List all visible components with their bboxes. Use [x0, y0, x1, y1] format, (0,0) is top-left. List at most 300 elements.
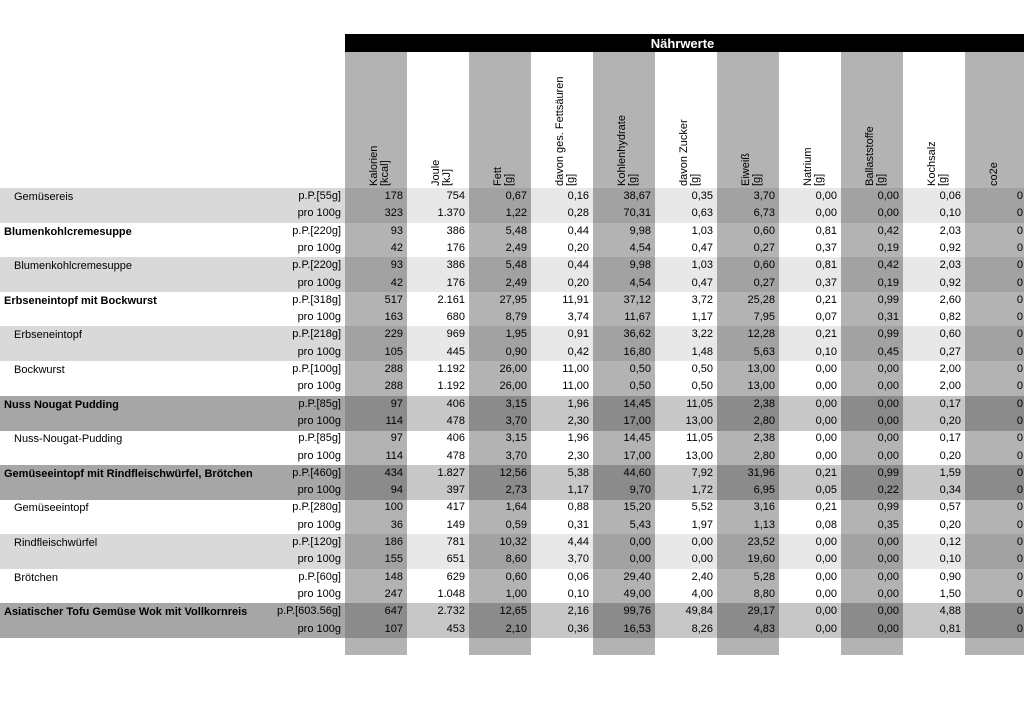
- nutrient-value: 0: [1016, 380, 1023, 392]
- nutrient-value: 0,10: [815, 346, 837, 358]
- nutrient-value: 0,20: [567, 277, 589, 289]
- nutrient-value: 10,32: [499, 536, 527, 548]
- nutrient-value: 0,82: [939, 311, 961, 323]
- column-header-label: Kohlenhydrate: [616, 115, 628, 186]
- nutrient-value: 3,15: [505, 432, 527, 444]
- column-header: [407, 52, 469, 188]
- nutrient-value: 176: [446, 277, 465, 289]
- nutrient-value: 148: [384, 571, 403, 583]
- nutrient-value: 29,40: [623, 571, 651, 583]
- portion-label: pro 100g: [297, 311, 341, 323]
- nutrient-value: 0,81: [939, 623, 961, 635]
- nutrient-value: 2,03: [939, 225, 961, 237]
- nutrient-value: 386: [446, 225, 465, 237]
- nutrient-value: 0,57: [939, 501, 961, 513]
- column-header-text: [555, 77, 577, 186]
- nutrient-value: 2,10: [505, 623, 527, 635]
- nutrient-value: 2,49: [505, 242, 527, 254]
- nutrient-value: 93: [390, 259, 403, 271]
- nutrient-value: 969: [446, 328, 465, 340]
- nutrient-value: 4,44: [567, 536, 589, 548]
- nutrient-value: 0,00: [691, 553, 713, 565]
- component-name: Brötchen: [14, 572, 59, 584]
- nutrient-value: 0: [1016, 363, 1023, 375]
- column-header-text: [865, 126, 887, 186]
- nutrient-value: 406: [446, 398, 465, 410]
- portion-label: pro 100g: [297, 484, 341, 496]
- nutrient-value: 0: [1016, 588, 1023, 600]
- nutrient-value: 11,05: [686, 398, 713, 410]
- nutrient-value: 8,26: [691, 623, 713, 635]
- nutrient-value: 0,60: [505, 571, 527, 583]
- portion-label: pro 100g: [297, 415, 341, 427]
- column-header-text: [741, 153, 763, 186]
- component-name: Rindfleischwürfel: [14, 537, 98, 549]
- nutrient-value: 0,00: [877, 571, 899, 583]
- portion-label: p.P.[55g]: [298, 190, 341, 202]
- nutrient-value: 3,16: [753, 501, 775, 513]
- nutrient-value: 3,74: [567, 311, 589, 323]
- nutrient-value: 0: [1016, 242, 1023, 254]
- nutrient-value: 1,03: [691, 225, 713, 237]
- nutrient-value: 0,81: [815, 225, 837, 237]
- nutrient-value: 0,00: [815, 536, 837, 548]
- nutrient-value: 0,00: [877, 623, 899, 635]
- nutrient-value: 36: [390, 519, 403, 531]
- nutrient-value: 16,80: [623, 346, 651, 358]
- nutrient-value: 0: [1016, 346, 1023, 358]
- nutrient-value: 0,27: [753, 242, 775, 254]
- nutrient-value: 0,63: [691, 207, 713, 219]
- nutrient-value: 0,37: [815, 277, 837, 289]
- portion-label: p.P.[85g]: [298, 398, 341, 410]
- column-header-unit: [kcal]: [379, 160, 391, 186]
- nutrient-value: 0,21: [815, 501, 837, 513]
- nutrient-value: 4,00: [691, 588, 713, 600]
- table-title-text: Nährwerte: [650, 35, 715, 51]
- nutrient-value: 16,53: [623, 623, 651, 635]
- nutrient-value: 0,50: [691, 380, 713, 392]
- nutrient-value: 93: [390, 225, 403, 237]
- nutrient-value: 0: [1016, 450, 1023, 462]
- nutrient-value: 0,88: [567, 501, 589, 513]
- nutrient-value: 0: [1016, 294, 1023, 306]
- nutrient-value: 1.192: [437, 380, 465, 392]
- nutrient-value: 680: [446, 311, 465, 323]
- nutrient-value: 94: [390, 484, 403, 496]
- nutrient-value: 5,43: [629, 519, 651, 531]
- nutrient-value: 1,17: [691, 311, 713, 323]
- portion-label: p.P.[218g]: [292, 328, 341, 340]
- nutrient-value: 1,03: [691, 259, 713, 271]
- nutrient-value: 0,00: [629, 536, 651, 548]
- nutrient-value: 5,52: [691, 501, 713, 513]
- nutrient-value: 2,60: [939, 294, 961, 306]
- nutrient-value: 323: [384, 207, 403, 219]
- nutrient-value: 13,00: [747, 363, 775, 375]
- nutrient-value: 0,37: [815, 242, 837, 254]
- portion-label: p.P.[220g]: [292, 259, 341, 271]
- column-header-unit: [g]: [875, 173, 887, 186]
- nutrient-value: 17,00: [623, 450, 651, 462]
- column-header-label: davon Zucker: [678, 119, 690, 186]
- nutrient-value: 0,92: [939, 242, 961, 254]
- nutrient-value: 4,54: [629, 242, 651, 254]
- nutrient-value: 0,45: [877, 346, 899, 358]
- nutrient-value: 0,91: [567, 328, 589, 340]
- nutrient-value: 0: [1016, 571, 1023, 583]
- nutrient-value: 0: [1016, 277, 1023, 289]
- nutrient-value: 417: [446, 501, 465, 513]
- nutrient-value: 3,70: [753, 190, 775, 202]
- portion-label: pro 100g: [297, 346, 341, 358]
- nutrient-value: 0,00: [815, 380, 837, 392]
- nutrient-value: 1,72: [691, 484, 713, 496]
- nutrient-value: 0,90: [939, 571, 961, 583]
- nutrient-value: 0,36: [567, 623, 589, 635]
- nutrient-value: 0,10: [939, 207, 961, 219]
- nutrient-value: 406: [446, 432, 465, 444]
- component-name: Blumenkohlcremesuppe: [14, 260, 133, 272]
- portion-label: pro 100g: [297, 242, 341, 254]
- portion-label: p.P.[460g]: [292, 467, 341, 479]
- nutrient-value: 36,62: [623, 328, 651, 340]
- nutrient-value: 0,08: [815, 519, 837, 531]
- nutrient-value: 754: [446, 190, 465, 202]
- nutrient-value: 42: [390, 242, 403, 254]
- nutrient-value: 0,50: [629, 380, 651, 392]
- meal-name: Asiatischer Tofu Gemüse Wok mit Vollkornreis: [4, 606, 248, 618]
- nutrient-value: 2,49: [505, 277, 527, 289]
- nutrient-value: 114: [385, 415, 403, 427]
- nutrient-value: 0,20: [939, 450, 961, 462]
- nutrient-value: 781: [446, 536, 465, 548]
- nutrient-value: 8,60: [505, 553, 527, 565]
- nutrient-value: 517: [384, 294, 403, 306]
- nutrient-value: 0,21: [815, 328, 837, 340]
- nutrient-value: 651: [446, 553, 465, 565]
- nutrient-value: 0,59: [505, 519, 527, 531]
- nutrient-value: 0,00: [815, 207, 837, 219]
- nutrient-value: 478: [446, 415, 465, 427]
- nutrient-value: 0: [1016, 519, 1023, 531]
- portion-label: p.P.[220g]: [292, 225, 341, 237]
- nutrient-value: 0,07: [815, 311, 837, 323]
- nutrient-value: 0: [1016, 328, 1023, 340]
- nutrient-value: 7,92: [691, 467, 713, 479]
- nutrient-value: 0,20: [939, 519, 961, 531]
- nutrient-value: 0,44: [567, 259, 589, 271]
- nutrient-value: 0,99: [877, 501, 899, 513]
- portion-label: p.P.[60g]: [298, 571, 341, 583]
- nutrient-value: 1,00: [505, 588, 527, 600]
- nutrient-value: 7,95: [753, 311, 775, 323]
- nutrient-value: 49,00: [623, 588, 651, 600]
- nutrient-value: 29,17: [747, 605, 775, 617]
- column-header: [655, 52, 717, 188]
- column-header: [903, 52, 965, 188]
- nutrient-value: 0,90: [505, 346, 527, 358]
- nutrient-value: 107: [384, 623, 403, 635]
- nutrient-value: 37,12: [623, 294, 651, 306]
- nutrient-value: 0,35: [691, 190, 713, 202]
- nutrient-value: 11,05: [686, 432, 713, 444]
- nutrient-value: 0,42: [567, 346, 589, 358]
- nutrient-value: 26,00: [499, 363, 527, 375]
- component-name: Bockwurst: [14, 364, 65, 376]
- nutrient-value: 2,00: [939, 380, 961, 392]
- nutrient-value: 12,28: [747, 328, 775, 340]
- nutrient-value: 0,00: [877, 363, 899, 375]
- meal-name: Gemüseeintopf mit Rindfleischwürfel, Brötchen: [4, 468, 253, 480]
- nutrient-value: 247: [384, 588, 403, 600]
- nutrient-value: 49,84: [685, 605, 713, 617]
- nutrient-value: 0,50: [629, 363, 651, 375]
- column-header-label: Kalorien: [368, 145, 380, 186]
- nutrient-value: 0,50: [691, 363, 713, 375]
- column-header: [779, 52, 841, 188]
- nutrient-value: 8,79: [505, 311, 527, 323]
- nutrient-value: 478: [446, 450, 465, 462]
- nutrient-value: 0,05: [815, 484, 837, 496]
- nutrient-value: 0,00: [815, 450, 837, 462]
- nutrient-value: 0: [1016, 207, 1023, 219]
- nutrient-value: 2,16: [567, 605, 589, 617]
- portion-label: pro 100g: [297, 553, 341, 565]
- nutrient-value: 0,00: [815, 571, 837, 583]
- nutrient-value: 0,19: [877, 242, 899, 254]
- nutrient-value: 0: [1016, 432, 1023, 444]
- nutrient-value: 0,60: [753, 259, 775, 271]
- nutrient-value: 0,00: [815, 623, 837, 635]
- column-header: [965, 52, 1024, 188]
- column-header: [345, 52, 407, 188]
- portion-label: pro 100g: [297, 380, 341, 392]
- component-name: Gemüseeintopf: [14, 502, 89, 514]
- nutrient-value: 155: [384, 553, 403, 565]
- nutrient-value: 0,00: [877, 380, 899, 392]
- nutrient-value: 0: [1016, 311, 1023, 323]
- column-header-label: Fett: [492, 167, 504, 186]
- nutrient-value: 0,00: [815, 190, 837, 202]
- nutrient-value: 0: [1016, 605, 1023, 617]
- nutrient-value: 0,00: [877, 536, 899, 548]
- column-header-unit: [g]: [751, 173, 763, 186]
- portion-label: pro 100g: [297, 207, 341, 219]
- column-header: [717, 52, 779, 188]
- nutrient-value: 0,12: [939, 536, 961, 548]
- column-header-label: Ballaststoffe: [864, 126, 876, 186]
- nutrient-value: 0,20: [567, 242, 589, 254]
- nutrient-value: 0,20: [939, 415, 961, 427]
- nutrient-value: 2,80: [753, 415, 775, 427]
- nutrient-value: 0,42: [877, 225, 899, 237]
- nutrient-value: 2,38: [753, 398, 775, 410]
- nutrient-value: 288: [384, 363, 403, 375]
- nutrient-value: 1.827: [437, 467, 465, 479]
- column-header-unit: [g]: [565, 173, 577, 186]
- nutrient-value: 8,80: [753, 588, 775, 600]
- nutrient-value: 105: [384, 346, 403, 358]
- nutrient-value: 2,03: [939, 259, 961, 271]
- nutrient-value: 0,99: [877, 294, 899, 306]
- nutrient-value: 13,00: [747, 380, 775, 392]
- nutrient-value: 0,00: [877, 190, 899, 202]
- nutrient-value: 0: [1016, 259, 1023, 271]
- nutrient-value: 0: [1016, 536, 1023, 548]
- column-header-label: Joule: [430, 159, 442, 186]
- nutrient-value: 1,48: [691, 346, 713, 358]
- portion-label: pro 100g: [297, 277, 341, 289]
- nutrient-value: 647: [384, 605, 403, 617]
- nutrient-value: 0,00: [815, 553, 837, 565]
- nutrient-value: 0,47: [691, 277, 713, 289]
- nutrient-value: 2,40: [691, 571, 713, 583]
- column-header-text: [493, 167, 515, 186]
- nutrient-value: 1,13: [753, 519, 775, 531]
- nutrient-value: 14,45: [623, 398, 651, 410]
- portion-label: p.P.[100g]: [292, 363, 341, 375]
- nutrient-value: 0,06: [567, 571, 589, 583]
- nutrient-value: 9,70: [629, 484, 651, 496]
- nutrient-value: 0,00: [877, 432, 899, 444]
- portion-label: pro 100g: [297, 450, 341, 462]
- nutrient-value: 3,70: [567, 553, 589, 565]
- component-name: Gemüsereis: [14, 191, 74, 203]
- nutrient-value: 0,60: [939, 328, 961, 340]
- nutrient-value: 23,52: [747, 536, 775, 548]
- nutrient-value: 11,00: [562, 380, 589, 392]
- column-header-text: [803, 147, 825, 186]
- nutrient-value: 9,98: [629, 225, 651, 237]
- nutrient-value: 453: [446, 623, 465, 635]
- column-header: [531, 52, 593, 188]
- nutrient-value: 0,00: [877, 605, 899, 617]
- column-header-text: [989, 162, 1011, 186]
- nutrient-value: 11,00: [562, 363, 589, 375]
- nutrient-value: 3,72: [691, 294, 713, 306]
- nutrient-value: 99,76: [623, 605, 651, 617]
- nutrient-value: 1.048: [437, 588, 465, 600]
- nutrient-value: 0,99: [877, 328, 899, 340]
- nutrient-value: 0,00: [815, 605, 837, 617]
- nutrient-value: 0,27: [753, 277, 775, 289]
- nutrient-value: 0: [1016, 398, 1023, 410]
- column-header-unit: [1000, 162, 1011, 186]
- nutrient-value: 434: [384, 467, 403, 479]
- meal-name: Blumenkohlcremesuppe: [4, 226, 132, 238]
- nutrient-value: 1,64: [505, 501, 527, 513]
- nutrient-value: 14,45: [623, 432, 651, 444]
- column-header-label: Eiweiß: [740, 152, 752, 186]
- column-header-label: co2e: [988, 162, 1000, 186]
- nutrient-value: 0,00: [877, 588, 899, 600]
- nutrient-value: 26,00: [499, 380, 527, 392]
- portion-label: p.P.[85g]: [298, 432, 341, 444]
- nutrient-value: 19,60: [747, 553, 775, 565]
- nutrient-value: 2,30: [567, 415, 589, 427]
- nutrient-value: 4,83: [753, 623, 775, 635]
- column-header-unit: [g]: [503, 173, 515, 186]
- nutrient-value: 2,73: [505, 484, 527, 496]
- nutrient-value: 2,30: [567, 450, 589, 462]
- nutrient-value: 13,00: [685, 415, 713, 427]
- nutrient-value: 2,00: [939, 363, 961, 375]
- nutrient-value: 100: [384, 501, 403, 513]
- nutrient-value: 1.370: [437, 207, 465, 219]
- nutrient-value: 0,42: [877, 259, 899, 271]
- nutrient-value: 0,00: [877, 398, 899, 410]
- nutrient-value: 178: [384, 190, 403, 202]
- nutrient-value: 0,35: [877, 519, 899, 531]
- nutrient-value: 3,70: [505, 415, 527, 427]
- table-title: [345, 34, 1024, 52]
- nutrient-value: 2.732: [437, 605, 465, 617]
- nutrient-value: 3,15: [505, 398, 527, 410]
- column-header-text: [617, 115, 639, 186]
- nutrient-value: 149: [446, 519, 465, 531]
- nutrient-value: 5,28: [753, 571, 775, 583]
- nutrient-value: 0,00: [877, 450, 899, 462]
- column-header-label: davon ges. Fettsäuren: [554, 76, 566, 186]
- nutrient-value: 0,28: [567, 207, 589, 219]
- nutrient-value: 1,59: [939, 467, 961, 479]
- nutrient-value: 6,95: [753, 484, 775, 496]
- column-header-text: [927, 141, 949, 186]
- nutrient-value: 0: [1016, 467, 1023, 479]
- nutrient-value: 4,54: [629, 277, 651, 289]
- nutrient-value: 5,48: [505, 259, 527, 271]
- nutrient-value: 3,22: [691, 328, 713, 340]
- nutrient-value: 0: [1016, 623, 1023, 635]
- nutrient-value: 0,19: [877, 277, 899, 289]
- nutrient-value: 0: [1016, 415, 1023, 427]
- nutrient-value: 0: [1016, 190, 1023, 202]
- nutrient-value: 44,60: [623, 467, 651, 479]
- nutrient-value: 5,38: [567, 467, 589, 479]
- nutrient-value: 0,10: [939, 553, 961, 565]
- nutrient-value: 1,96: [567, 398, 589, 410]
- nutrient-value: 0,92: [939, 277, 961, 289]
- nutrient-value: 5,48: [505, 225, 527, 237]
- nutrient-value: 0,00: [629, 553, 651, 565]
- column-header-unit: [g]: [689, 173, 701, 186]
- nutrient-value: 1,96: [567, 432, 589, 444]
- nutrient-value: 629: [446, 571, 465, 583]
- nutrient-value: 12,65: [499, 605, 527, 617]
- column-header-label: Kochsalz: [926, 141, 938, 186]
- nutrient-value: 17,00: [623, 415, 651, 427]
- nutrient-value: 1,95: [505, 328, 527, 340]
- nutrient-value: 12,56: [499, 467, 527, 479]
- column-header-unit: [g]: [937, 173, 949, 186]
- nutrient-value: 163: [384, 311, 403, 323]
- nutrient-value: 0: [1016, 501, 1023, 513]
- nutrient-value: 3,70: [505, 450, 527, 462]
- column-header: [469, 52, 531, 188]
- nutrient-value: 0,00: [877, 415, 899, 427]
- nutrient-value: 6,73: [753, 207, 775, 219]
- nutrient-value: 15,20: [623, 501, 651, 513]
- nutrient-value: 2,38: [753, 432, 775, 444]
- column-header-unit: [g]: [627, 173, 639, 186]
- column-header-text: [679, 119, 701, 186]
- nutrient-value: 397: [446, 484, 465, 496]
- nutrient-value: 186: [384, 536, 403, 548]
- nutrient-value: 445: [446, 346, 465, 358]
- nutrient-value: 0,06: [939, 190, 961, 202]
- portion-label: p.P.[603.56g]: [276, 605, 341, 617]
